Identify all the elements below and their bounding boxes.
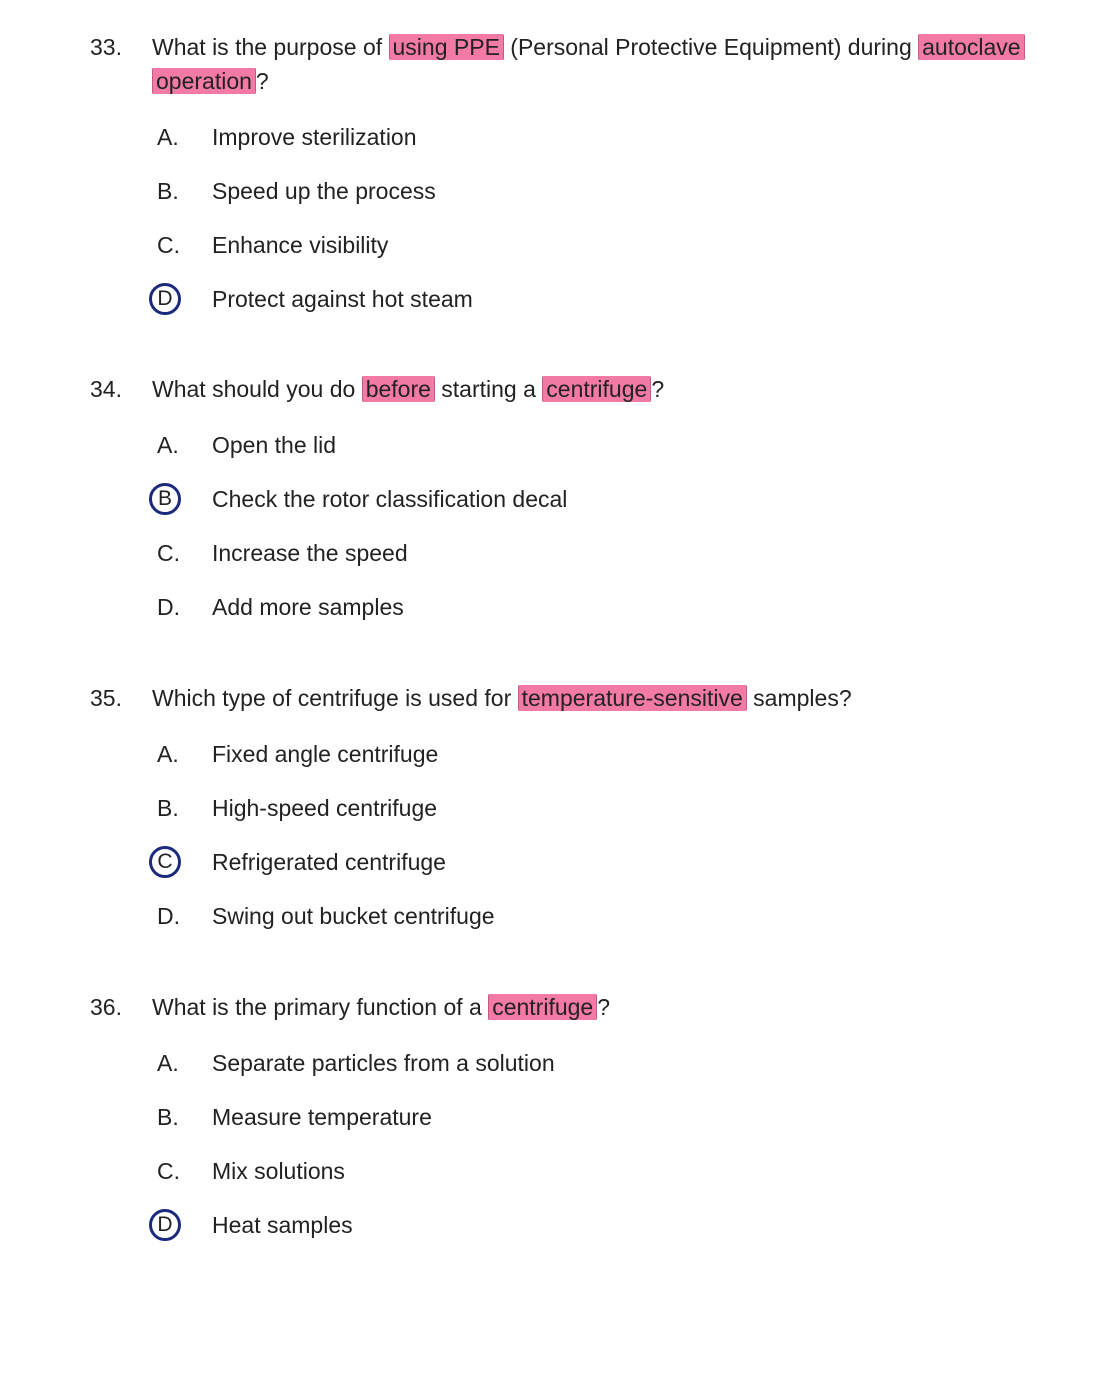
highlighted-phrase: centrifuge [542,376,651,402]
option-text: Increase the speed [212,540,408,566]
option-text: Speed up the process [212,178,436,204]
question-36 [0,990,1116,1262]
answer-option-d [0,590,1116,624]
answer-option-a [0,120,1116,154]
option-text: Heat samples [212,1212,353,1238]
highlighted-phrase: centrifuge [488,994,597,1020]
option-letter: C. [157,540,180,566]
circled-option-letter: B [149,483,181,515]
question-text-segment: What is the primary function of a [152,994,489,1020]
question-text-segment: What should you do [152,376,362,402]
option-text: Swing out bucket centrifuge [212,903,495,929]
answer-option-b [0,482,1116,516]
answer-option-b [0,1100,1116,1134]
option-letter: A. [157,741,179,767]
answer-option-c [0,1154,1116,1188]
option-text: High-speed centrifuge [212,795,438,821]
option-letter: B. [157,178,179,204]
highlighted-phrase: temperature-sensitive [518,685,747,711]
question-text [152,372,1052,406]
option-letter: D. [157,594,180,620]
question-34 [0,372,1116,644]
highlighted-phrase: autoclave operation [152,34,1025,94]
option-letter: C. [157,1158,180,1184]
option-text: Add more samples [212,594,404,620]
answer-option-c [0,228,1116,262]
circled-option-letter: C [149,846,181,878]
question-text [152,681,1052,715]
question-33 [0,30,1116,336]
option-text: Open the lid [212,432,337,458]
question-number: 34. [90,376,122,402]
answer-option-c [0,536,1116,570]
question-number: 33. [90,34,122,60]
circled-option-letter: D [149,283,181,315]
answer-options [0,120,1116,316]
highlighted-phrase: before [362,376,435,402]
question-35 [0,681,1116,953]
question-number: 36. [90,994,122,1020]
option-text: Refrigerated centrifuge [212,849,446,875]
option-text: Separate particles from a solution [212,1050,555,1076]
answer-options [0,428,1116,624]
option-letter: A. [157,432,179,458]
option-text: Protect against hot steam [212,286,473,312]
option-text: Check the rotor classification decal [212,486,568,512]
question-text-segment: What is the purpose of [152,34,389,60]
answer-option-a [0,737,1116,771]
answer-option-c [0,845,1116,879]
option-letter: D. [157,903,180,929]
question-text-segment: ? [255,68,269,94]
question-text-segment: Which type of centrifuge is used for [152,685,518,711]
question-text-segment: (Personal Protective Equipment) during [503,34,919,60]
answer-options [0,737,1116,933]
option-letter: A. [157,1050,179,1076]
question-text [152,30,1052,98]
option-text: Measure temperature [212,1104,432,1130]
circled-option-letter: D [149,1209,181,1241]
option-letter: B. [157,1104,179,1130]
question-number: 35. [90,685,122,711]
option-text: Improve sterilization [212,124,417,150]
option-letter: A. [157,124,179,150]
answer-option-d [0,899,1116,933]
option-letter: C. [157,232,180,258]
option-letter: B. [157,795,179,821]
question-text-segment: ? [651,376,665,402]
answer-option-b [0,174,1116,208]
answer-option-d [0,282,1116,316]
highlighted-phrase: using PPE [389,34,504,60]
question-text-segment: samples? [746,685,852,711]
answer-option-a [0,1046,1116,1080]
question-text [152,990,1052,1024]
option-text: Enhance visibility [212,232,389,258]
question-text-segment: starting a [434,376,543,402]
answer-option-b [0,791,1116,825]
answer-option-a [0,428,1116,462]
answer-options [0,1046,1116,1242]
option-text: Fixed angle centrifuge [212,741,439,767]
option-text: Mix solutions [212,1158,345,1184]
question-text-segment: ? [597,994,611,1020]
answer-option-d [0,1208,1116,1242]
